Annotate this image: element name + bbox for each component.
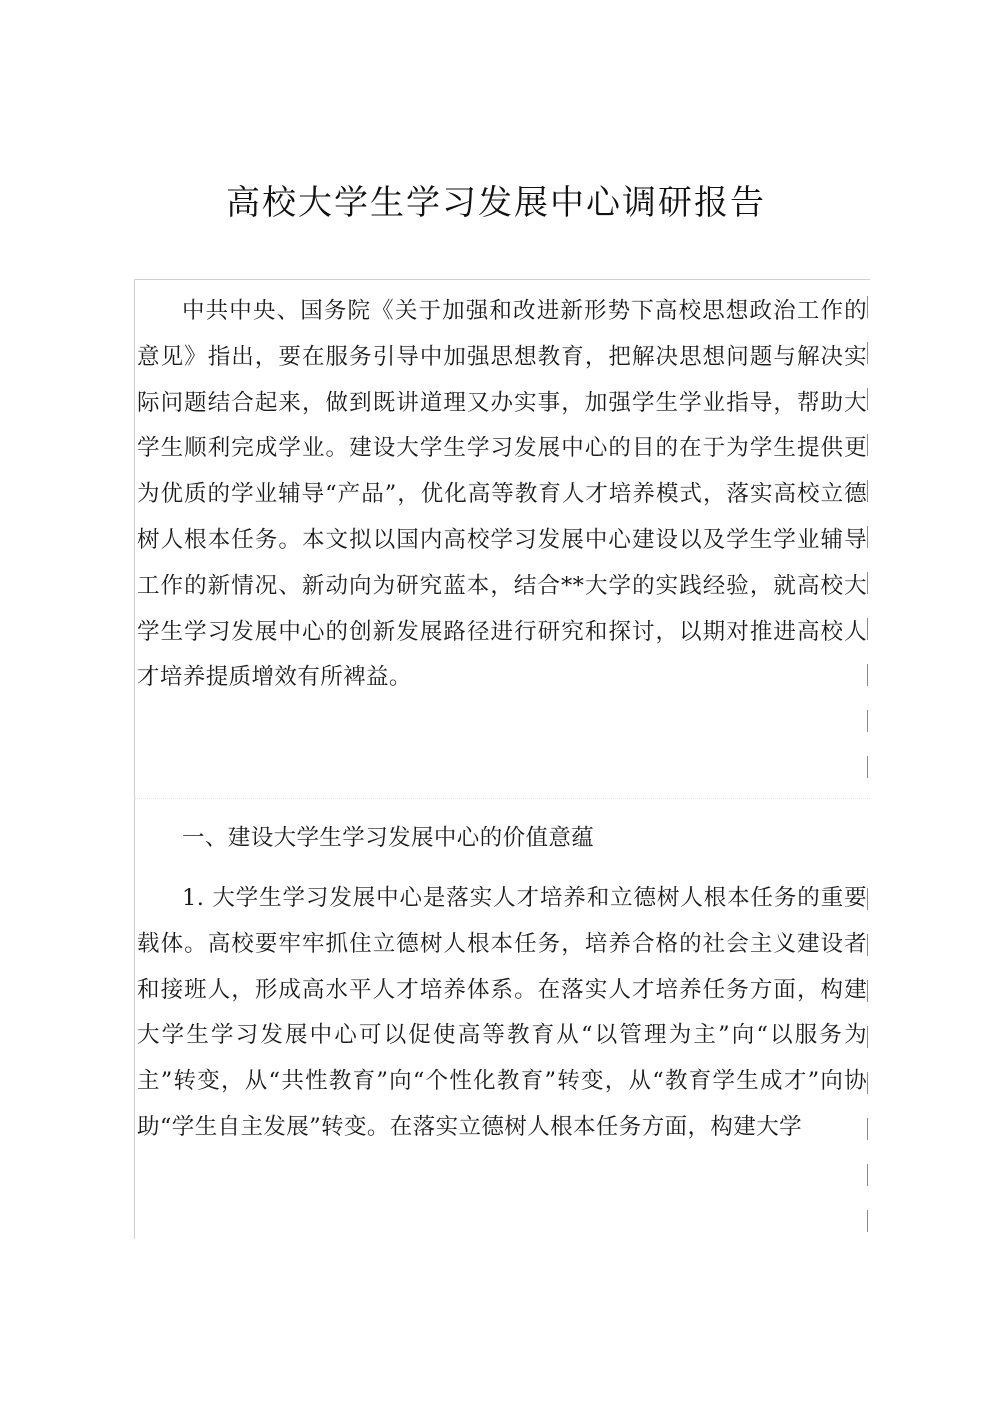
right-margin-marks — [867, 290, 869, 1230]
margin-mark — [867, 1210, 868, 1232]
margin-mark — [867, 664, 868, 686]
margin-mark — [867, 756, 868, 778]
intro-paragraph: 中共中央、国务院《关于加强和改进新形势下高校思想政治工作的意见》指出，要在服务引导中加强思想教育，把解决思想问题与解决实际问题结合起来，做到既讲道理又办实事，加强学生学业指导，帮助大学生顺利完成学业。建设大学生学习发展中心的目的在于为学生提供更为优质的学业辅导“产品”，优化高等教育人才培养模式，落实高校立德树人根本任务。本文拟以国内高校学习发展中心建设以及学生学业辅导工作的新情况、新动向为研究蓝本，结合**大学的实践经验，就高校大学生学习发展中心的创新发展路径进行研究和探讨，以期对推进高校人才培养提质增效有所裨益。 — [137, 298, 867, 691]
margin-mark — [867, 1026, 868, 1048]
margin-mark — [867, 980, 868, 1002]
margin-mark — [867, 434, 868, 456]
margin-mark — [867, 480, 868, 502]
section-heading: 一、建设大学生学习发展中心的价值意蕴 — [182, 825, 595, 851]
paragraph-divider — [134, 798, 870, 799]
margin-mark — [867, 342, 868, 364]
margin-mark — [867, 1164, 868, 1186]
margin-mark — [867, 618, 868, 640]
margin-mark — [867, 888, 868, 910]
frame-left-border — [134, 279, 135, 1239]
margin-mark — [867, 710, 868, 732]
margin-mark — [867, 1118, 868, 1140]
document-title: 高校大学生学习发展中心调研报告 — [226, 183, 766, 223]
margin-mark — [867, 934, 868, 956]
frame-top-border — [134, 279, 870, 280]
section-paragraph: 1. 大学生学习发展中心是落实人才培养和立德树人根本任务的重要载体。高校要牢牢抓住立德树人根本任务，培养合格的社会主义建设者和接班人，形成高水平人才培养体系。在落实人才培养任务方面，构建大学生学习发展中心可以促使高等教育从“以管理为主”向“以服务为主”转变，从“共性教育”向“个性化教育”转变，从“教育学生成才”向协助“学生自主发展”转变。在落实立德树人根本任务方面，构建大学 — [137, 885, 867, 1140]
margin-mark — [867, 1072, 868, 1094]
margin-mark — [867, 572, 868, 594]
margin-mark — [867, 526, 868, 548]
margin-mark — [867, 388, 868, 410]
margin-mark — [867, 296, 868, 318]
